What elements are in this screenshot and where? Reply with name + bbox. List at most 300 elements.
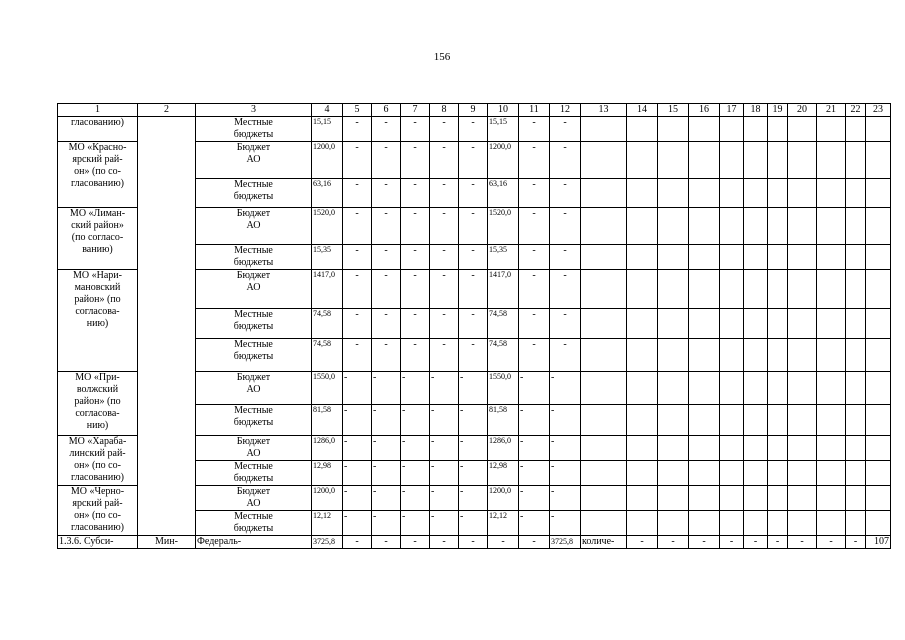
- dash-cell: -: [550, 436, 581, 461]
- dash-cell: -: [550, 142, 581, 179]
- indicator-cell: количе-: [581, 536, 627, 549]
- dash-cell: -: [519, 309, 550, 339]
- empty-cell: [581, 436, 627, 461]
- header-cell: 3: [196, 104, 312, 117]
- header-row: [58, 104, 891, 117]
- empty-cell: [788, 179, 817, 208]
- empty-cell: [689, 436, 720, 461]
- header-cell: 15: [658, 104, 689, 117]
- amount-total-cell: 74,58: [312, 309, 343, 339]
- empty-cell: [720, 511, 744, 536]
- empty-cell: [689, 245, 720, 270]
- dash-cell: -: [459, 486, 488, 511]
- dash-cell: -: [372, 372, 401, 405]
- dash-cell: -: [519, 245, 550, 270]
- header-cell: 17: [720, 104, 744, 117]
- dash-cell: -: [430, 436, 459, 461]
- amount-year-cell: 15,35: [488, 245, 519, 270]
- empty-cell: [817, 208, 846, 245]
- amount-year-cell: 81,58: [488, 405, 519, 436]
- empty-cell: [581, 461, 627, 486]
- empty-cell: [788, 142, 817, 179]
- amount-total-cell: 12,98: [312, 461, 343, 486]
- dash-cell: -: [430, 309, 459, 339]
- dash-cell: -: [550, 270, 581, 309]
- amount-total-cell: 81,58: [312, 405, 343, 436]
- header-cell: 7: [401, 104, 430, 117]
- empty-cell: [866, 405, 891, 436]
- dash-cell: -: [372, 536, 401, 549]
- empty-cell: [768, 270, 788, 309]
- header-cell: 21: [817, 104, 846, 117]
- budget-table: [57, 103, 891, 549]
- empty-cell: [744, 208, 768, 245]
- empty-cell: [846, 339, 866, 372]
- empty-cell: [744, 179, 768, 208]
- dash-cell: -: [550, 208, 581, 245]
- empty-cell: [866, 339, 891, 372]
- empty-cell: [689, 461, 720, 486]
- dash-cell: -: [519, 511, 550, 536]
- dash-cell: -: [658, 536, 689, 549]
- empty-cell: [817, 405, 846, 436]
- empty-cell: [817, 179, 846, 208]
- empty-cell: [788, 405, 817, 436]
- empty-cell: [817, 142, 846, 179]
- empty-cell: [866, 270, 891, 309]
- dash-cell: -: [343, 309, 372, 339]
- empty-cell: [689, 339, 720, 372]
- empty-cell: [866, 372, 891, 405]
- amount-year-cell: 1417,0: [488, 270, 519, 309]
- empty-cell: [627, 461, 658, 486]
- empty-cell: [866, 461, 891, 486]
- empty-cell: [788, 245, 817, 270]
- dash-cell: -: [401, 372, 430, 405]
- dash-cell: -: [343, 461, 372, 486]
- funding-source-cell: Местные бюджеты: [196, 245, 312, 270]
- empty-cell: [689, 372, 720, 405]
- funding-source-cell: Бюджет АО: [196, 436, 312, 461]
- empty-cell: [720, 436, 744, 461]
- header-cell: 22: [846, 104, 866, 117]
- empty-cell: [744, 511, 768, 536]
- empty-cell: [689, 405, 720, 436]
- dash-cell: -: [519, 536, 550, 549]
- empty-cell: [768, 117, 788, 142]
- empty-cell: [689, 309, 720, 339]
- empty-cell: [866, 245, 891, 270]
- empty-cell: [788, 372, 817, 405]
- empty-cell: [788, 486, 817, 511]
- empty-cell: [788, 511, 817, 536]
- empty-cell: [658, 309, 689, 339]
- funding-source-cell: Местные бюджеты: [196, 117, 312, 142]
- dash-cell: -: [343, 536, 372, 549]
- amount-total-cell: 1417,0: [312, 270, 343, 309]
- funding-source-cell: Местные бюджеты: [196, 461, 312, 486]
- amount-year-cell: 15,15: [488, 117, 519, 142]
- dash-cell: -: [550, 309, 581, 339]
- dash-cell: -: [519, 372, 550, 405]
- empty-cell: [689, 142, 720, 179]
- dash-cell: -: [519, 339, 550, 372]
- dash-cell: -: [550, 486, 581, 511]
- amount-year-cell: 1550,0: [488, 372, 519, 405]
- empty-cell: [744, 486, 768, 511]
- dash-cell: -: [430, 339, 459, 372]
- empty-cell: [720, 486, 744, 511]
- empty-cell: [627, 245, 658, 270]
- empty-cell: [627, 117, 658, 142]
- header-cell: 12: [550, 104, 581, 117]
- dash-cell: -: [768, 536, 788, 549]
- empty-cell: [846, 405, 866, 436]
- amount-year-cell: 74,58: [488, 339, 519, 372]
- dash-cell: -: [459, 179, 488, 208]
- empty-cell: [627, 339, 658, 372]
- empty-cell: [846, 436, 866, 461]
- empty-cell: [658, 245, 689, 270]
- table-row: [58, 536, 891, 549]
- empty-cell: [744, 372, 768, 405]
- dash-cell: -: [372, 270, 401, 309]
- empty-cell: [689, 117, 720, 142]
- empty-cell: [817, 309, 846, 339]
- municipality-cell: МО «Черно- ярский рай- он» (по со- гласованию): [58, 486, 138, 536]
- amount-total-cell: 63,16: [312, 179, 343, 208]
- header-cell: 5: [343, 104, 372, 117]
- amount-total-cell: 12,12: [312, 511, 343, 536]
- empty-cell: [846, 372, 866, 405]
- dash-cell: -: [343, 339, 372, 372]
- empty-cell: [658, 142, 689, 179]
- amount-year-cell: 3725,8: [550, 536, 581, 549]
- header-cell: 19: [768, 104, 788, 117]
- dash-cell: -: [372, 245, 401, 270]
- header-cell: 23: [866, 104, 891, 117]
- dash-cell: -: [459, 461, 488, 486]
- empty-cell: [866, 179, 891, 208]
- empty-cell: [846, 179, 866, 208]
- funding-source-cell: Местные бюджеты: [196, 405, 312, 436]
- empty-cell: [720, 117, 744, 142]
- amount-year-cell: 63,16: [488, 179, 519, 208]
- empty-cell: [658, 117, 689, 142]
- empty-cell: [720, 208, 744, 245]
- funding-source-cell: Бюджет АО: [196, 372, 312, 405]
- dash-cell: -: [550, 339, 581, 372]
- empty-cell: [658, 436, 689, 461]
- dash-cell: -: [430, 270, 459, 309]
- dash-cell: -: [459, 309, 488, 339]
- empty-cell: [846, 270, 866, 309]
- header-cell: 8: [430, 104, 459, 117]
- empty-cell: [581, 486, 627, 511]
- empty-cell: [846, 142, 866, 179]
- empty-cell: [817, 339, 846, 372]
- dash-cell: -: [401, 405, 430, 436]
- dash-cell: -: [343, 270, 372, 309]
- dash-cell: -: [519, 486, 550, 511]
- empty-cell: [581, 339, 627, 372]
- dash-cell: -: [372, 208, 401, 245]
- empty-cell: [720, 270, 744, 309]
- empty-cell: [846, 117, 866, 142]
- empty-cell: [627, 270, 658, 309]
- empty-cell: [744, 436, 768, 461]
- funding-source-cell: Местные бюджеты: [196, 339, 312, 372]
- funding-source-cell: Бюджет АО: [196, 208, 312, 245]
- dash-cell: -: [627, 536, 658, 549]
- empty-cell: [768, 372, 788, 405]
- dash-cell: -: [846, 536, 866, 549]
- dash-cell: -: [459, 208, 488, 245]
- dash-cell: -: [343, 142, 372, 179]
- amount-year-cell: 12,12: [488, 511, 519, 536]
- dash-cell: -: [744, 536, 768, 549]
- dash-cell: -: [343, 436, 372, 461]
- dash-cell: -: [372, 179, 401, 208]
- empty-cell: [720, 142, 744, 179]
- dash-cell: -: [459, 372, 488, 405]
- dash-cell: -: [372, 436, 401, 461]
- dash-cell: -: [519, 270, 550, 309]
- dash-cell: -: [519, 142, 550, 179]
- empty-cell: [744, 339, 768, 372]
- dash-cell: -: [459, 405, 488, 436]
- empty-cell: [817, 511, 846, 536]
- dash-cell: -: [430, 208, 459, 245]
- empty-cell: [658, 461, 689, 486]
- dash-cell: -: [343, 208, 372, 245]
- dash-cell: -: [401, 511, 430, 536]
- dash-cell: -: [372, 486, 401, 511]
- dash-cell: -: [401, 142, 430, 179]
- empty-cell: [817, 436, 846, 461]
- dash-cell: -: [401, 461, 430, 486]
- empty-cell: [817, 486, 846, 511]
- dash-cell: -: [430, 179, 459, 208]
- funding-source-cell: Бюджет АО: [196, 142, 312, 179]
- empty-cell: [658, 511, 689, 536]
- empty-cell: [788, 270, 817, 309]
- empty-cell: [846, 486, 866, 511]
- dash-cell: -: [372, 339, 401, 372]
- dash-cell: -: [519, 405, 550, 436]
- empty-cell: [744, 309, 768, 339]
- empty-cell: [658, 339, 689, 372]
- empty-cell: [689, 208, 720, 245]
- empty-cell: [817, 461, 846, 486]
- empty-cell: [581, 372, 627, 405]
- dash-cell: -: [430, 511, 459, 536]
- dash-cell: -: [550, 511, 581, 536]
- empty-cell: [788, 309, 817, 339]
- empty-cell: [689, 270, 720, 309]
- funding-source-cell: Местные бюджеты: [196, 511, 312, 536]
- dash-cell: -: [459, 270, 488, 309]
- amount-total-cell: 3725,8: [312, 536, 343, 549]
- empty-cell: [866, 208, 891, 245]
- dash-cell: -: [459, 511, 488, 536]
- empty-cell: [744, 461, 768, 486]
- header-cell: 16: [689, 104, 720, 117]
- dash-cell: -: [343, 372, 372, 405]
- empty-cell: [581, 309, 627, 339]
- municipality-cell: гласованию): [58, 117, 138, 142]
- municipality-cell: МО «Лиман- ский район» (по согласо- ванию): [58, 208, 138, 270]
- dash-cell: -: [720, 536, 744, 549]
- amount-total-cell: 1550,0: [312, 372, 343, 405]
- indicator-value-cell: 107: [866, 536, 891, 549]
- empty-cell: [817, 372, 846, 405]
- dash-cell: -: [817, 536, 846, 549]
- funding-source-cell: Бюджет АО: [196, 270, 312, 309]
- empty-cell: [720, 405, 744, 436]
- empty-cell: [768, 405, 788, 436]
- empty-cell: [581, 270, 627, 309]
- dash-cell: -: [550, 405, 581, 436]
- dash-cell: -: [519, 461, 550, 486]
- empty-cell: [627, 372, 658, 405]
- empty-cell: [689, 511, 720, 536]
- dash-cell: -: [430, 117, 459, 142]
- dash-cell: -: [401, 245, 430, 270]
- municipality-cell: МО «При- волжский район» (по согласова- нию): [58, 372, 138, 436]
- dash-cell: -: [488, 536, 519, 549]
- header-cell: 9: [459, 104, 488, 117]
- header-cell: 2: [138, 104, 196, 117]
- empty-cell: [768, 339, 788, 372]
- dash-cell: -: [459, 245, 488, 270]
- empty-cell: [744, 245, 768, 270]
- empty-cell: [720, 179, 744, 208]
- empty-cell: [866, 309, 891, 339]
- empty-cell: [658, 270, 689, 309]
- dash-cell: -: [401, 179, 430, 208]
- dash-cell: -: [372, 117, 401, 142]
- empty-cell: [788, 436, 817, 461]
- municipality-cell: МО «Хараба- линский рай- он» (по со- гласованию): [58, 436, 138, 486]
- dash-cell: -: [430, 245, 459, 270]
- empty-cell: [768, 436, 788, 461]
- empty-cell: [744, 117, 768, 142]
- amount-total-cell: 1286,0: [312, 436, 343, 461]
- empty-cell: [689, 179, 720, 208]
- empty-cell: [581, 179, 627, 208]
- empty-cell: [788, 208, 817, 245]
- dash-cell: -: [372, 511, 401, 536]
- dash-cell: -: [430, 142, 459, 179]
- header-cell: 18: [744, 104, 768, 117]
- dash-cell: -: [401, 309, 430, 339]
- dash-cell: -: [430, 486, 459, 511]
- empty-cell: [581, 245, 627, 270]
- empty-cell: [627, 179, 658, 208]
- empty-cell: [627, 309, 658, 339]
- empty-cell: [846, 309, 866, 339]
- dash-cell: -: [372, 461, 401, 486]
- empty-cell: [768, 461, 788, 486]
- empty-cell: [788, 461, 817, 486]
- empty-cell: [846, 511, 866, 536]
- empty-cell: [817, 270, 846, 309]
- empty-cell: [866, 486, 891, 511]
- dash-cell: -: [459, 142, 488, 179]
- amount-year-cell: 1200,0: [488, 142, 519, 179]
- dash-cell: -: [430, 372, 459, 405]
- header-cell: 4: [312, 104, 343, 117]
- header-cell: 14: [627, 104, 658, 117]
- empty-cell: [658, 208, 689, 245]
- empty-cell: [658, 486, 689, 511]
- dash-cell: -: [519, 208, 550, 245]
- executor-cell: [138, 117, 196, 536]
- dash-cell: -: [550, 461, 581, 486]
- empty-cell: [768, 142, 788, 179]
- empty-cell: [720, 309, 744, 339]
- dash-cell: -: [372, 142, 401, 179]
- dash-cell: -: [372, 309, 401, 339]
- dash-cell: -: [401, 486, 430, 511]
- empty-cell: [581, 511, 627, 536]
- empty-cell: [866, 511, 891, 536]
- dash-cell: -: [519, 436, 550, 461]
- empty-cell: [744, 142, 768, 179]
- header-cell: 13: [581, 104, 627, 117]
- funding-source-cell: Местные бюджеты: [196, 179, 312, 208]
- header-cell: 10: [488, 104, 519, 117]
- empty-cell: [768, 486, 788, 511]
- funding-source-cell: Бюджет АО: [196, 486, 312, 511]
- empty-cell: [846, 461, 866, 486]
- dash-cell: -: [689, 536, 720, 549]
- empty-cell: [866, 436, 891, 461]
- empty-cell: [720, 339, 744, 372]
- amount-year-cell: 1200,0: [488, 486, 519, 511]
- amount-total-cell: 15,15: [312, 117, 343, 142]
- dash-cell: -: [459, 339, 488, 372]
- empty-cell: [768, 309, 788, 339]
- empty-cell: [581, 405, 627, 436]
- dash-cell: -: [401, 536, 430, 549]
- dash-cell: -: [550, 179, 581, 208]
- empty-cell: [627, 436, 658, 461]
- amount-year-cell: 1286,0: [488, 436, 519, 461]
- empty-cell: [581, 142, 627, 179]
- empty-cell: [788, 339, 817, 372]
- amount-total-cell: 1520,0: [312, 208, 343, 245]
- amount-total-cell: 1200,0: [312, 142, 343, 179]
- municipality-cell: МО «Нари- мановский район» (по согласова- нию): [58, 270, 138, 372]
- amount-total-cell: 15,35: [312, 245, 343, 270]
- dash-cell: -: [519, 179, 550, 208]
- dash-cell: -: [372, 405, 401, 436]
- empty-cell: [581, 208, 627, 245]
- dash-cell: -: [788, 536, 817, 549]
- empty-cell: [866, 142, 891, 179]
- amount-total-cell: 1200,0: [312, 486, 343, 511]
- dash-cell: -: [519, 117, 550, 142]
- empty-cell: [627, 486, 658, 511]
- empty-cell: [720, 372, 744, 405]
- municipality-cell: МО «Красно- ярский рай- он» (по со- гласованию): [58, 142, 138, 208]
- funding-source-cell: Федераль-: [196, 536, 312, 549]
- empty-cell: [658, 372, 689, 405]
- dash-cell: -: [430, 405, 459, 436]
- empty-cell: [720, 245, 744, 270]
